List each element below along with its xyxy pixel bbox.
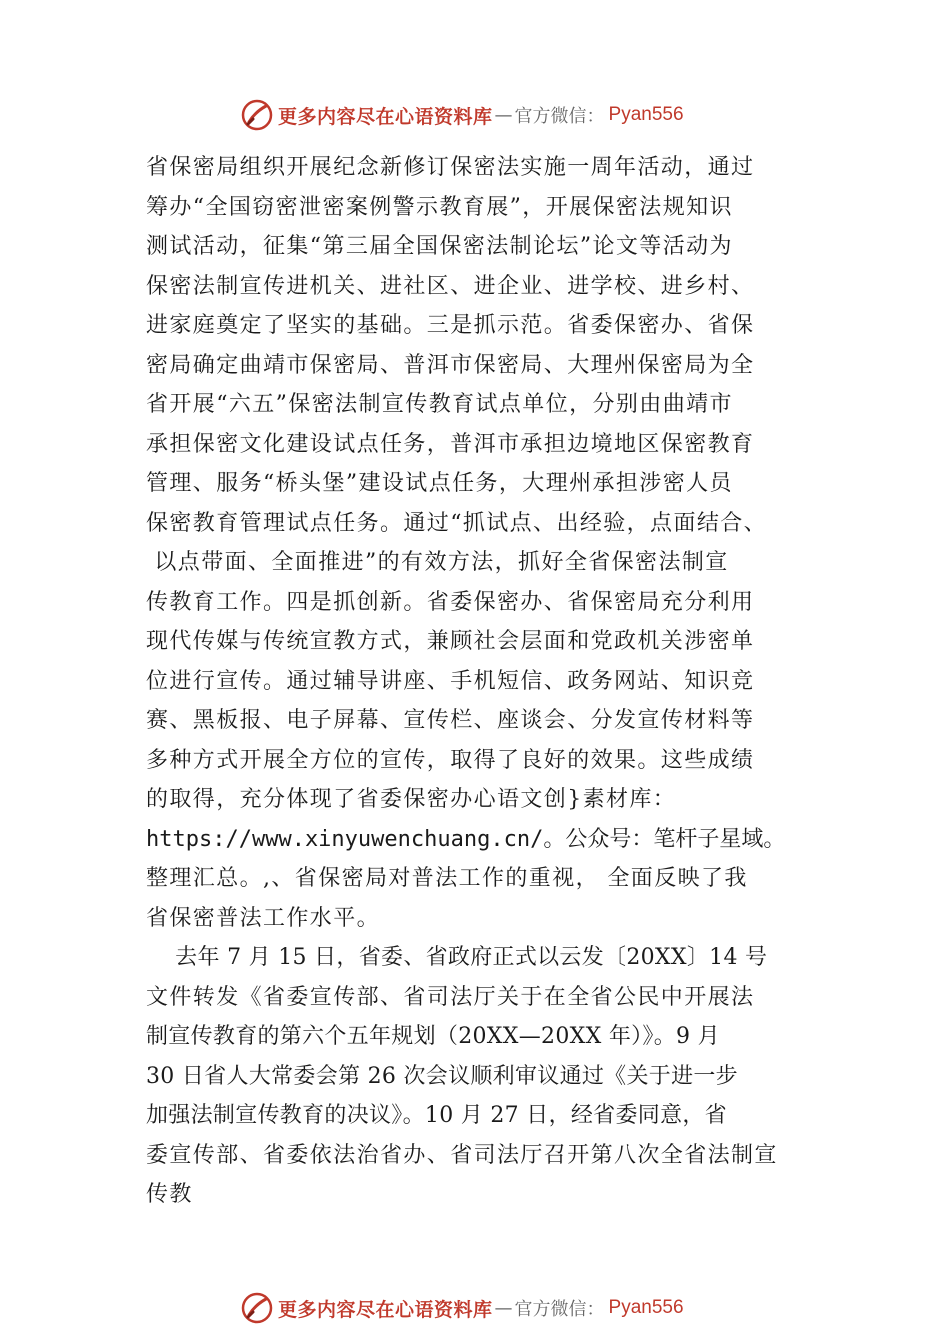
banner-site-name: 更多内容尽在心语资料库 [278,105,493,128]
text-line: 省开展“六五”保密法制宣传教育试点单位，分别由曲靖市 [146,392,733,417]
text-line: 传教 [146,1182,193,1207]
text-line-url: https://www.xinyuwenchuang.cn/。公众号：笔杆子星域。 [146,826,786,852]
text-line: 委宣传部、省委依法治省办、省司法厅召开第八次全省法制宣 [146,1142,778,1168]
text-line: 多种方式开展全方位的宣传，取得了良好的效果。这些成绩 [146,747,755,773]
text-line: 整理汇总。,、省保密局对普法工作的重视， 全面反映了我 [146,866,748,891]
footer-watermark-banner [0,1288,950,1328]
text-line: 30 日省人大常委会第 26 次会议顺利审议通过《关于进一步 [146,1063,738,1089]
text-line: 现代传媒与传统宣教方式，兼顾社会层面和党政机关涉密单 [146,629,755,654]
text-line: 赛、黑板报、电子屏幕、宣传栏、座谈会、分发宣传材料等 [146,708,755,733]
text-line: 承担保密文化建设试点任务，普洱市承担边境地区保密教育 [146,431,755,457]
document-body [146,148,836,1215]
banner-dash: — [494,104,513,126]
banner-wechat-id: Pyan556 [608,1297,684,1318]
banner-wechat-label: 官方微信： [514,1299,605,1320]
banner-wechat-label: 官方微信： [514,106,605,127]
text-line: 制宣传教育的第六个五年规划（20XX—20XX 年）》。9 月 [146,1024,720,1049]
text-line: 省保密局组织开展纪念新修订保密法实施一周年活动，通过 [146,155,755,180]
banner-dash: — [494,1297,513,1319]
text-line: 保密法制宣传进机关、进社区、进企业、进学校、进乡村、 [146,273,755,299]
text-line: 加强法制宣传教育的决议》。10 月 27 日，经省委同意，省 [146,1103,727,1128]
banner-site-name: 更多内容尽在心语资料库 [278,1298,493,1321]
brush-logo-icon [240,1291,274,1325]
text-line: 筹办“全国窃密泄密案例警示教育展”，开展保密法规知识 [146,194,733,220]
text-line: 位进行宣传。通过辅导讲座、手机短信、政务网站、知识竞 [146,668,755,694]
text-line: 去年 7 月 15 日，省委、省政府正式以云发〔20XX〕14 号 [146,945,768,970]
text-line: 管理、服务“桥头堡”建设试点任务，大理州承担涉密人员 [146,471,733,496]
text-line: 保密教育管理试点任务。通过“抓试点、出经验，点面结合、 [146,510,768,536]
banner-wechat-id: Pyan556 [608,104,684,125]
text-line: 省保密普法工作水平。 [146,905,381,931]
brush-logo-icon [240,98,274,132]
text-line: 以点带面、全面推进”的有效方法，抓好全省保密法制宣 [146,550,729,575]
text-line: 密局确定曲靖市保密局、普洱市保密局、大理州保密局为全 [146,352,755,378]
header-watermark-banner [0,95,950,135]
text-line: 的取得，充分体现了省委保密办心语文创}素材库： [146,787,677,812]
text-line: 传教育工作。四是抓创新。省委保密办、省保密局充分利用 [146,589,755,615]
text-line: 进家庭奠定了坚实的基础。三是抓示范。省委保密办、省保 [146,313,755,338]
text-line: 测试活动，征集“第三届全国保密法制论坛”论文等活动为 [146,234,733,259]
text-line: 文件转发《省委宣传部、省司法厅关于在全省公民中开展法 [146,984,755,1010]
